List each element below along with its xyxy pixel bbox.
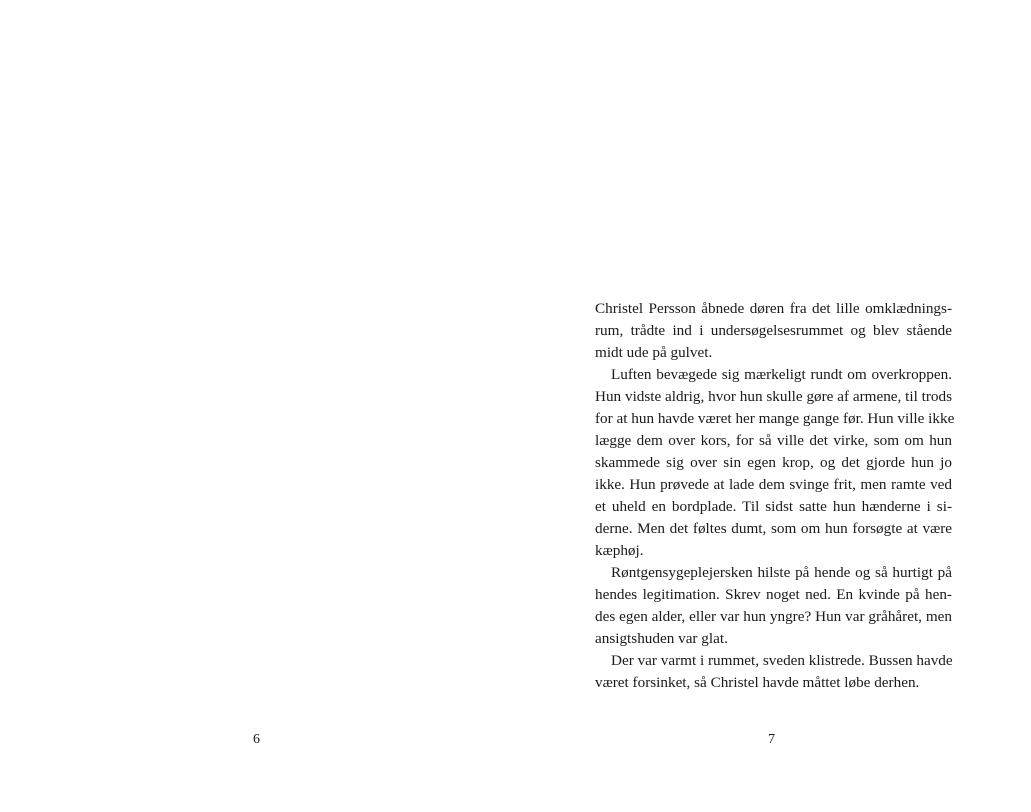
text-line: des egen alder, eller var hun yngre? Hun var gråhåret, men <box>595 608 952 625</box>
text-line: skammede sig over sin egen krop, og det gjorde hun jo <box>595 454 952 471</box>
text-line: derne. Men det føltes dumt, som om hun forsøgte at være <box>595 520 952 537</box>
text-line: Der var varmt i rummet, sveden klistrede. Bussen havde <box>611 652 953 669</box>
text-line: for at hun havde været her mange gange før. Hun ville ikke <box>595 410 955 427</box>
text-line: ansigtshuden var glat. <box>595 630 728 647</box>
text-line: lægge dem over kors, for så ville det virke, som om hun <box>595 432 952 449</box>
body-text <box>595 298 955 694</box>
text-line: Røntgensygeplejersken hilste på hende og så hurtigt på <box>611 564 952 581</box>
text-line: et uheld en bordplade. Til sidst satte hun hænderne i si- <box>595 498 952 515</box>
paragraph <box>595 364 955 562</box>
paragraph <box>595 562 952 650</box>
text-line: ikke. Hun prøvede at lade dem svinge frit, men ramte ved <box>595 476 952 493</box>
text-line: Hun vidste aldrig, hvor hun skulle gøre af armene, til trods <box>595 388 952 405</box>
page-number-left: 6 <box>253 732 260 747</box>
paragraph <box>595 650 952 694</box>
text-line: Christel Persson åbnede døren fra det lille omklædnings- <box>595 300 952 317</box>
left-page <box>0 0 515 812</box>
text-line: hendes legitimation. Skrev noget ned. En kvinde på hen- <box>595 586 952 603</box>
right-page <box>515 0 1031 812</box>
text-line: rum, trådte ind i undersøgelsesrummet og blev stående <box>595 322 952 339</box>
text-line: Luften bevægede sig mærkeligt rundt om overkroppen. <box>611 366 952 383</box>
text-line: midt ude på gulvet. <box>595 344 713 361</box>
text-line: kæphøj. <box>595 542 644 559</box>
paragraph <box>595 298 952 364</box>
page-number-right: 7 <box>768 732 775 747</box>
text-line: været forsinket, så Christel havde måttet løbe derhen. <box>595 674 920 691</box>
